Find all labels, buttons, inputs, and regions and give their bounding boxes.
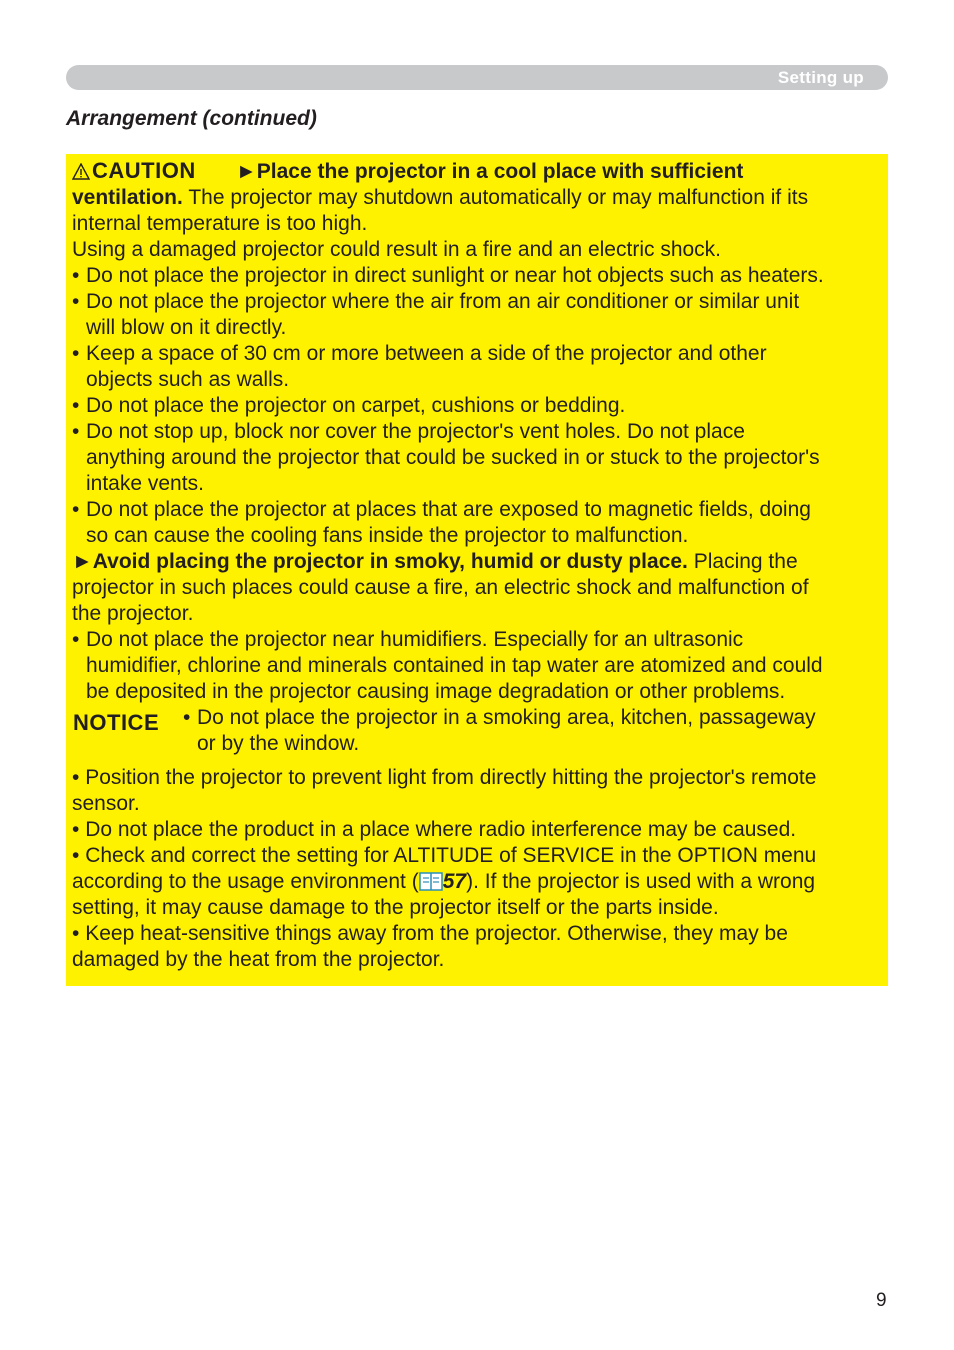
notice-bullet-3-line-1 <box>72 843 816 869</box>
notice-bullet-2 <box>72 817 796 843</box>
caution-box <box>66 154 888 986</box>
caution-bullet-8-line-1: Do not place the projector in a smoking area, kitchen, passageway <box>197 706 816 729</box>
notice-bullet-3-text: Check and correct the setting for ALTITUDE of SERVICE in the OPTION menu <box>85 844 817 867</box>
caution-p2-rest: Placing the <box>687 550 798 573</box>
caution-bullet-5-line-1: Do not stop up, block nor cover the projector's vent holes. Do not place <box>86 420 745 443</box>
caution-bullet-5-line-2: anything around the projector that could be sucked in or stuck to the projector's <box>86 446 820 469</box>
bullet-dot: • <box>72 498 80 521</box>
caution-bullet-3-line-1: Keep a space of 30 cm or more between a side of the projector and other <box>86 342 767 365</box>
bullet-dot: • <box>72 766 80 789</box>
notice-bullet-2-text: Do not place the product in a place where radio interference may be caused. <box>85 818 797 841</box>
caution-bullet-5-line-3: intake vents. <box>86 472 204 495</box>
book-reference-icon[interactable] <box>419 871 443 898</box>
bullet-dot: • <box>72 290 80 313</box>
notice-bullet-1-line-1 <box>72 765 816 791</box>
section-header-bar <box>66 65 888 90</box>
notice-bullet-4-line-2: damaged by the heat from the projector. <box>72 948 445 971</box>
page-number: 9 <box>876 1290 887 1311</box>
bullet-dot: • <box>72 922 80 945</box>
notice-bullet-3-line-2 <box>72 869 815 898</box>
caution-bullet-4: Do not place the projector on carpet, cushions or bedding. <box>86 394 626 417</box>
bullet-dot: • <box>72 420 80 443</box>
notice-bullet-3-line-3: setting, it may cause damage to the projector itself or the parts inside. <box>72 896 719 919</box>
caution-bullet-7-line-2: humidifier, chlorine and minerals contained in tap water are atomized and could <box>86 654 823 677</box>
bullet-dot: • <box>72 394 80 417</box>
caution-bullet-7-line-1: Do not place the projector near humidifiers. Especially for an ultrasonic <box>86 628 744 651</box>
caution-heading-line <box>72 158 196 187</box>
caution-paragraph-2-line-3: the projector. <box>72 602 194 625</box>
caution-p1-rest: The projector may shutdown automatically or may malfunction if its <box>182 186 809 209</box>
notice-label: NOTICE <box>73 710 160 735</box>
caution-bullet-8-line-2: or by the window. <box>197 732 360 755</box>
notice-bullet-3-text-a: according to the usage environment ( <box>72 870 419 893</box>
bullet-dot: • <box>72 844 80 867</box>
caution-paragraph-1-line-2: internal temperature is too high. <box>72 212 368 235</box>
notice-bullet-4-text: Keep heat-sensitive things away from the projector. Otherwise, they may be <box>85 922 788 945</box>
notice-bullet-1-line-2: sensor. <box>72 792 140 815</box>
bullet-dot: • <box>72 342 80 365</box>
caution-bullet-7-line-3: be deposited in the projector causing image degradation or other problems. <box>86 680 786 703</box>
page-title: Arrangement (continued) <box>66 107 317 130</box>
warning-triangle-icon <box>72 161 90 187</box>
bullet-dot: • <box>183 706 191 729</box>
caution-bullet-6-line-2: so can cause the cooling fans inside the projector to malfunction. <box>86 524 689 547</box>
caution-heading-2: ►Avoid placing the projector in smoky, humid or dusty place. <box>72 550 688 573</box>
caution-paragraph-1-line-1 <box>72 185 808 211</box>
caution-paragraph-1-line-3: Using a damaged projector could result in a fire and an electric shock. <box>72 238 722 261</box>
caution-bullet-2-line-2: will blow on it directly. <box>86 316 287 339</box>
caution-heading-1b: ventilation. <box>72 186 183 209</box>
bullet-dot: • <box>72 264 80 287</box>
caution-bullet-6-line-1: Do not place the projector at places that are exposed to magnetic fields, doing <box>86 498 811 521</box>
caution-paragraph-2-line-2: projector in such places could cause a fire, an electric shock and malfunction of <box>72 576 809 599</box>
notice-bullet-1-text: Position the projector to prevent light from directly hitting the projector's remote <box>85 766 817 789</box>
notice-bullet-3-text-b: ). If the projector is used with a wrong <box>466 870 816 893</box>
caution-bullet-3-line-2: objects such as walls. <box>86 368 290 391</box>
page-reference-link[interactable]: 57 <box>442 870 467 893</box>
caution-bullet-2-line-1: Do not place the projector where the air from an air conditioner or similar unit <box>86 290 800 313</box>
caution-paragraph-2-line-1 <box>72 549 798 575</box>
caution-label: CAUTION <box>92 158 196 183</box>
caution-bullet-1: Do not place the projector in direct sunlight or near hot objects such as heaters. <box>86 264 824 287</box>
bullet-dot: • <box>72 818 80 841</box>
section-header-label: Setting up <box>777 68 864 87</box>
notice-bullet-4-line-1 <box>72 921 788 947</box>
caution-heading-1a: ►Place the projector in a cool place with sufficient <box>236 160 744 183</box>
bullet-dot: • <box>72 628 80 651</box>
